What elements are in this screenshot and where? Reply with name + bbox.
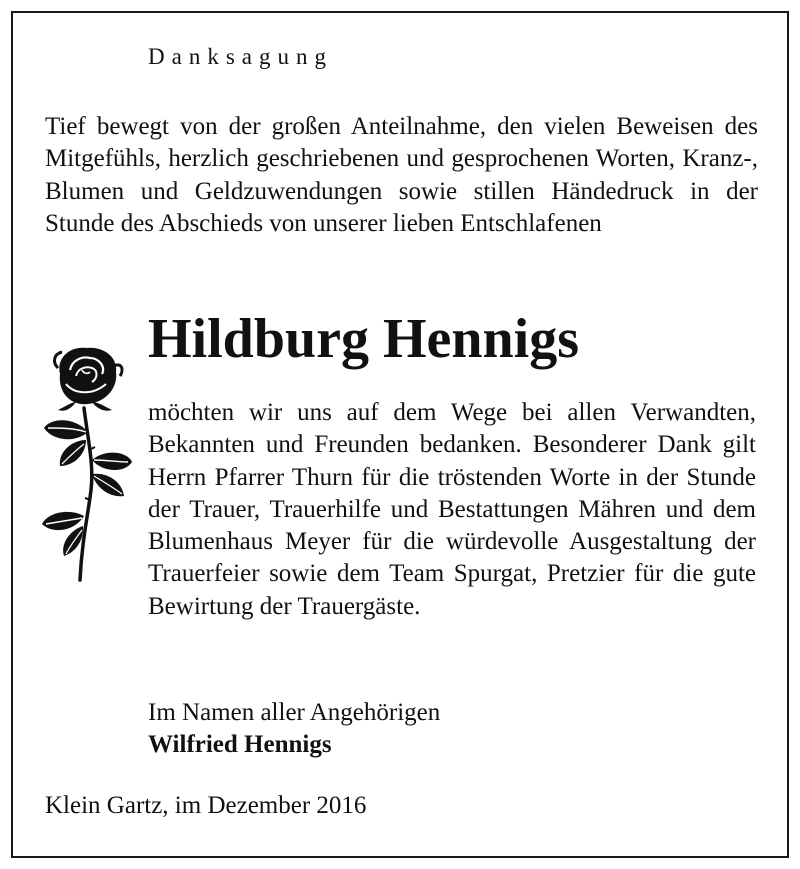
body-paragraph: möchten wir uns auf dem Wege bei allen Verwandten, Bekannten und Freunden bedanken. Besonderer Dank gilt Herrn Pfarrer Thurn für die tröstenden Worte in der Stunde der Trauer, Trauerhilfe und Bestattungen Mähren und dem Blumenhaus Meyer für die würdevolle Ausgestaltung der Trauerfeier sowie dem Team Spurgat, Pretzier für die gute Bewirtung der Trauergäste. (148, 399, 756, 620)
closing-line: Im Namen aller Angehörigen (148, 699, 441, 726)
signer-name: Wilfried Hennigs (148, 731, 332, 758)
deceased-name: Hildburg Hennigs (148, 308, 580, 370)
place-date: Klein Gartz, im Dezember 2016 (45, 792, 367, 819)
rose-icon (36, 340, 136, 585)
notice-heading: Danksagung (148, 44, 333, 69)
intro-paragraph: Tief bewegt von der großen Anteilnahme, den vielen Beweisen des Mitgefühls, herzlich geschriebenen und gesprochenen Worten, Kranz-, Blumen und Geldzuwendungen sowie stillen Händedruck in der Stunde des Abschieds von unserer lieben Entschlafenen (45, 113, 758, 237)
